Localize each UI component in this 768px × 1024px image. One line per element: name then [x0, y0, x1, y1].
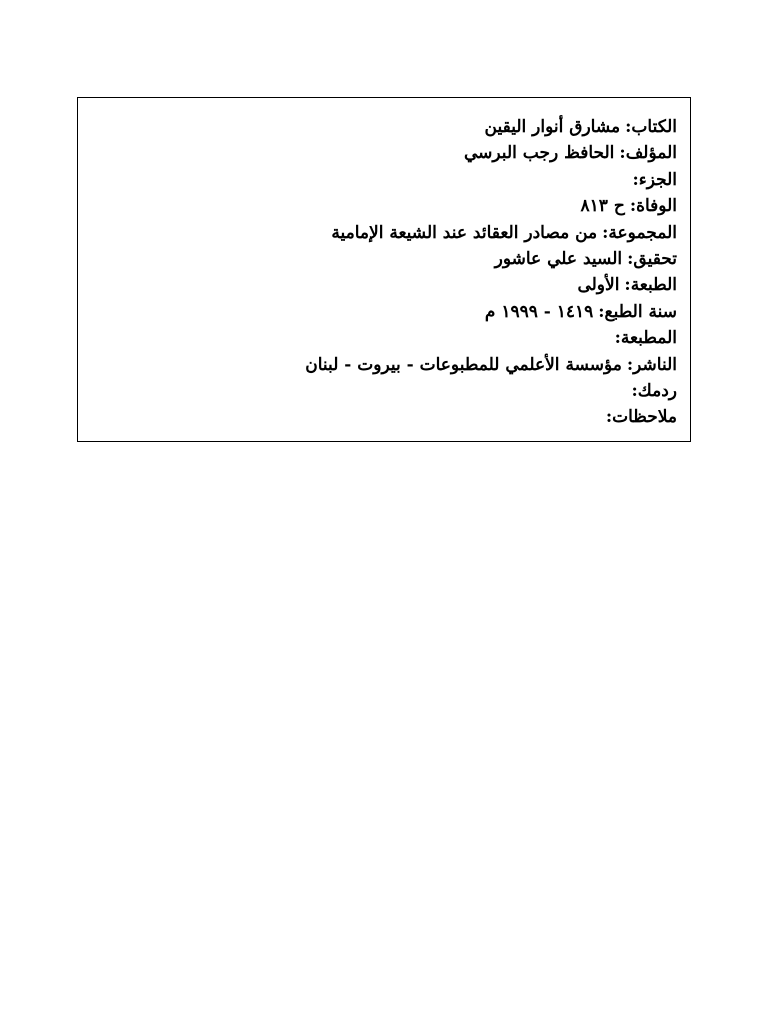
field-value: مشارق أنوار اليقين — [484, 117, 621, 137]
field-isbn — [78, 378, 677, 404]
field-collection — [78, 220, 677, 246]
book-info-box — [77, 97, 691, 442]
field-label: الناشر: — [626, 354, 677, 375]
field-book — [78, 114, 677, 140]
field-label: المؤلف: — [619, 143, 677, 164]
field-author — [78, 140, 677, 166]
field-value: السيد علي عاشور — [494, 248, 623, 269]
field-value: مؤسسة الأعلمي للمطبوعات - بيروت - لبنان — [305, 354, 622, 375]
field-value: الأولى — [577, 275, 620, 296]
field-printer — [78, 325, 677, 351]
field-label: الوفاة: — [629, 196, 677, 217]
field-volume — [78, 167, 677, 193]
field-label: ردمك: — [631, 380, 677, 401]
field-label: المجموعة: — [602, 222, 677, 243]
field-label: الطبعة: — [624, 275, 677, 296]
field-editor — [78, 246, 677, 272]
field-label: ملاحظات: — [605, 407, 677, 428]
field-label: سنة الطبع: — [598, 301, 677, 322]
field-value: ١٤١٩ - ١٩٩٩ م — [484, 301, 594, 322]
field-label: تحقيق: — [627, 248, 677, 269]
field-death — [78, 193, 677, 219]
field-label: الكتاب: — [625, 117, 677, 137]
field-notes — [78, 404, 677, 430]
field-label: المطبعة: — [614, 328, 677, 349]
field-print-year — [78, 299, 677, 325]
field-value: من مصادر العقائد عند الشيعة الإمامية — [331, 222, 598, 243]
field-label: الجزء: — [632, 169, 677, 190]
field-edition — [78, 272, 677, 298]
field-value: الحافظ رجب البرسي — [464, 143, 615, 164]
field-value: ح ٨١٣ — [580, 196, 625, 217]
field-publisher — [78, 352, 677, 378]
